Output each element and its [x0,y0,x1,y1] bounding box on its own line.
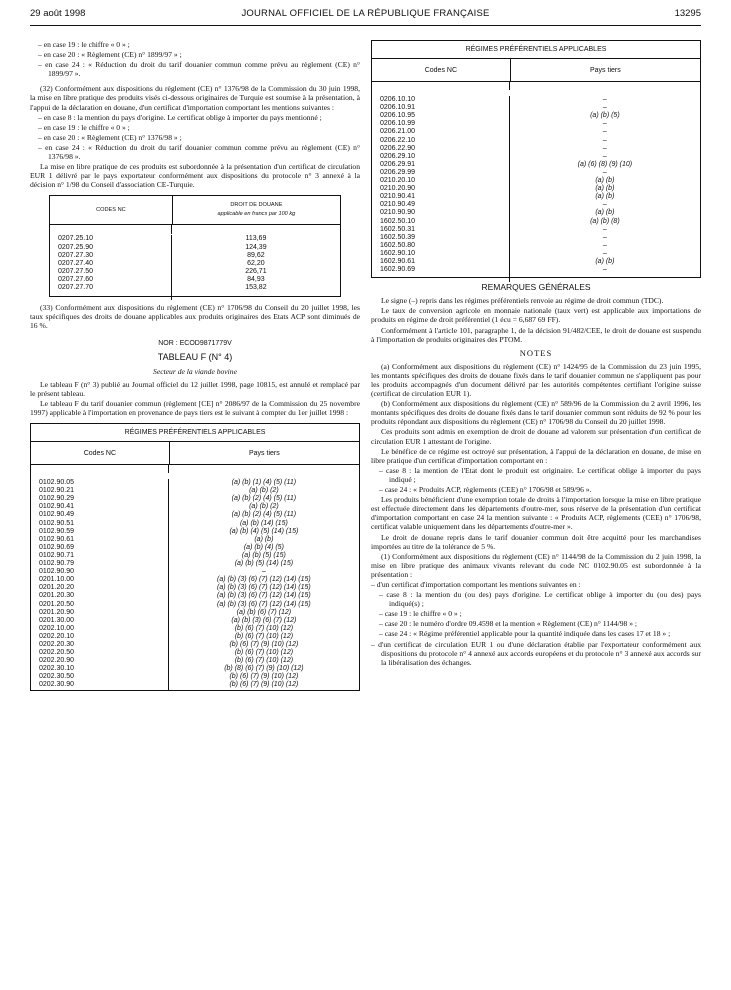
table-row [372,104,700,112]
code-nc-cell: 0102.90.41 [31,503,169,511]
table-row [31,528,359,536]
code-nc-cell: 0201.20.90 [31,609,169,617]
code-nc-cell: 0201.20.50 [31,601,169,609]
note: Ces produits sont admis en exemption de droit de douane ad valorem sur présentation d'un certificat de circulation EUR 1 attestant de l'origine. [371,427,701,446]
regimes-table-title: RÉGIMES PRÉFÉRENTIELS APPLICABLES [372,41,700,59]
table-row [372,128,700,136]
pays-tiers-cell: – [602,266,607,274]
code-nc-cell: 0102.90.21 [31,487,169,495]
pays-tiers-cell: (a) (b) (3) (6) (7) (12) (14) (15) [217,592,311,600]
duty-col-droit-sub: applicable en francs par 100 kg [217,211,296,218]
table-row [50,252,340,260]
table-row [31,511,359,519]
table-row [372,201,700,209]
header-rule [30,25,701,26]
regimes-col-pays: Pays tiers [249,449,280,457]
table-row [31,495,359,503]
duty-col-droit: DROIT DE DOUANE [230,202,283,209]
pays-tiers-cell: (b) (6) (7) (9) (10) (12) [229,673,299,681]
code-nc-cell: 0207.27.60 [50,276,172,284]
intro-item: – en case 24 : « Réduction du droit du tarif douanier commun comme prévu au règlement (CE) n° 1899/97 ». [38,60,360,79]
table-row [372,234,700,242]
pays-tiers-cell: (a) (b) (6) (7) (12) [236,608,292,616]
table-row [372,193,700,201]
header-journal-title: JOURNAL OFFICIEL DE LA RÉPUBLIQUE FRANÇAISE [241,8,490,19]
code-nc-cell: 0102.90.29 [31,495,169,503]
regimes-col-codes: Codes NC [372,59,511,81]
table-row [50,284,340,292]
pays-tiers-cell: – [602,120,607,128]
pays-tiers-cell: (a) (b) (2) [249,487,279,495]
table-row [372,137,700,145]
table-row [31,552,359,560]
table-row [372,96,700,104]
table-row [31,544,359,552]
header-page-number: 13295 [674,8,701,19]
pays-tiers-cell: – [602,225,607,233]
code-nc-cell: 0102.90.59 [31,528,169,536]
table-row [31,584,359,592]
table-row [50,276,340,284]
code-nc-cell: 0210.90.49 [372,201,510,209]
pays-tiers-cell: (b) (8) (6) (7) (9) (10) (12) [224,665,304,673]
duty-value-cell: 62,20 [247,259,265,267]
remarque: Conformément à l'article 101, paragraphe 1, de la décision 91/482/CEE, le droit de douane est suspendu à l'importation de produits originaires des PTOM. [371,325,701,344]
code-nc-cell: 0102.90.71 [31,552,169,560]
table-row [31,617,359,625]
pays-tiers-cell: (a) (b) [595,185,615,193]
code-nc-cell: 0202.20.50 [31,649,169,657]
table-row [31,641,359,649]
p32-item: – en case 19 : le chiffre « 0 » ; [38,122,130,132]
regimes-col-pays: Pays tiers [590,66,621,74]
p32-item: – en case 24 : « Réduction du droit du tarif douanier commun comme prévu au règlement (CE) n° 1376/98 ». [38,142,360,162]
table-row [31,576,359,584]
table-row [372,145,700,153]
code-nc-cell: 0102.90.90 [31,568,169,576]
pays-tiers-cell: (a) (b) (14) (15) [239,519,288,527]
table-row [372,258,700,266]
code-nc-cell: 0202.20.30 [31,641,169,649]
code-nc-cell: 0102.90.61 [31,536,169,544]
table-row [372,177,700,185]
table-row [372,185,700,193]
table-row [50,235,340,243]
code-nc-cell: 0206.29.99 [372,169,510,177]
table-row [31,625,359,633]
note: Le bénéfice de ce régime est octroyé sur présentation, à l'appui de la déclaration en douane, de mise en libre pratique d'un certificat d'importation comportant en : [371,446,701,465]
table-row [31,536,359,544]
pays-tiers-cell: (a) (b) (5) [590,112,620,120]
duty-table [49,195,341,297]
code-nc-cell: 0210.20.90 [372,185,510,193]
pays-tiers-cell: (a) (b) (2) [249,503,279,511]
code-nc-cell: 0207.25.10 [50,235,172,243]
code-nc-cell: 0206.22.90 [372,145,510,153]
note-item: – case 8 : la mention du (ou des) pays d'origine. Le certificat oblige à importer du (ou des) pays indiqué(s) ; [379,590,701,609]
table-row [31,657,359,665]
remarque: Le signe (–) repris dans les régimes préférentiels renvoie au régime de droit commun (TDC). [381,296,664,306]
header-date: 29 août 1998 [30,8,86,19]
table-row [31,560,359,568]
code-nc-cell: 0202.30.10 [31,665,169,673]
table-row [31,609,359,617]
code-nc-cell: 0201.20.30 [31,592,169,600]
code-nc-cell: 0206.10.10 [372,96,510,104]
note-item: – case 8 : la mention de l'Etat dont le produit est originaire. Le certificat oblige à importer du pays indiqué ; [379,465,701,484]
table-row [372,266,700,274]
code-nc-cell: 0206.21.00 [372,128,510,136]
table-row [372,161,700,169]
note: (1) Conformément aux dispositions du règlement (CE) n° 1144/98 de la Commission du 2 juin 1998, la mise en libre pratique des animaux vivants relevant du code NC 0102.90.05 est subordonnée à la présentation : [371,551,701,579]
duty-value-cell: 113,69 [245,235,267,243]
pays-tiers-cell: – [602,249,607,257]
code-nc-cell: 0202.30.90 [31,681,169,689]
pays-tiers-cell: (a) (b) (5) (14) (15) [234,560,294,568]
code-nc-cell: 0206.22.10 [372,137,510,145]
table-row [31,479,359,487]
pays-tiers-cell: (a) (b) (3) (6) (7) (12) (14) (15) [217,584,311,592]
paragraph-32: (32) Conformément aux dispositions du règlement (CE) n° 1376/98 de la Commission du 30 juin 1998, la mise en libre pratique des produits visés ci-dessous originaires de Turquie est soumise à la présentation, à l'appui de la déclaration en douane, d'un certificat d'importation comportant les mentions suivantes : [30,84,360,112]
paragraph-32-end: La mise en libre pratique de ces produits est subordonnée à la présentation d'un certificat de circulation EUR 1 délivré par le pays exportateur conformément aux dispositions du protocole n° 3 annexé à la décision n° 1/98 du Conseil d'association CE-Turquie. [30,162,360,190]
code-nc-cell: 1602.90.69 [372,266,510,274]
pays-tiers-cell: (a) (b) [254,535,274,543]
code-nc-cell: 1602.50.10 [372,218,510,226]
table-row [372,120,700,128]
pays-tiers-cell: (b) (6) (7) (10) (12) [234,649,294,657]
note: Le droit de douane repris dans le tarif douanier commun doit être acquitté pour les marchandises importées au titre de la tolérance de 5 %. [371,532,701,551]
note-item: – d'un certificat de circulation EUR 1 ou d'une déclaration établie par l'exportateur conformément aux dispositions du protocole n° 4 annexé aux accords européens et du protocole n° 3 annexé aux accords sur la libéralisation des échanges. [371,639,701,667]
code-nc-cell: 0202.20.90 [31,657,169,665]
code-nc-cell: 1602.50.80 [372,242,510,250]
paragraph-33: (33) Conformément aux dispositions du règlement (CE) n° 1706/98 du Conseil du 20 juillet 1998, les taux spécifiques des droits de douane applicables aux produits originaires des Etats ACP sont diminués de 16 %. [30,303,360,331]
pays-tiers-cell: (a) (b) (5) (15) [241,551,286,559]
pays-tiers-cell: (a) (b) [595,177,615,185]
pays-tiers-cell: (a) (b) (1) (4) (5) (11) [231,479,297,487]
table-row [372,242,700,250]
pays-tiers-cell: (a) (b) (4) (5) [243,543,284,551]
intro-item: – en case 20 : « Règlement (CE) n° 1899/97 » ; [38,50,182,60]
code-nc-cell: 0210.20.10 [372,177,510,185]
code-nc-cell: 0207.27.30 [50,252,172,260]
p32-item: – en case 8 : la mention du pays d'origine. Le certificat oblige à importer du pays mentionné ; [38,112,322,122]
code-nc-cell: 0207.25.90 [50,244,172,252]
pays-tiers-cell: (a) (b) (2) (4) (5) (11) [231,495,297,503]
table-row [372,209,700,217]
code-nc-cell: 0102.90.51 [31,520,169,528]
table-row [372,169,700,177]
pays-tiers-cell: (a) (b) [595,257,615,265]
tableau-subtitle: Secteur de la viande bovine [153,366,237,376]
pays-tiers-cell: – [602,144,607,152]
table-row [50,268,340,276]
pays-tiers-cell: – [261,568,266,576]
p32-item: – en case 20 : « Règlement (CE) n° 1376/98 » ; [38,132,182,142]
pays-tiers-cell: – [602,168,607,176]
table-row [31,520,359,528]
pays-tiers-cell: (a) (b) [595,209,615,217]
code-nc-cell: 0206.29.91 [372,161,510,169]
code-nc-cell: 0201.30.00 [31,617,169,625]
code-nc-cell: 1602.90.61 [372,258,510,266]
pays-tiers-cell: – [602,201,607,209]
note: Les produits bénéficient d'une exemption totale de droits à l'importation lorsque la mise en libre pratique est effectuée directement dans les départements d'outre-mer, sous réserve de la présentation d'un certificat d'importation comportant en case 24 la mention suivante : « Produits ACP, règlements (CEE) n° 1706/98, certificat valable uniquement dans les départements d'outre-mer ». [371,495,701,532]
table-row [31,681,359,689]
pays-tiers-cell: (a) (b) (2) (4) (5) (11) [231,511,297,519]
code-nc-cell: 0201.20.20 [31,584,169,592]
tableau-title: TABLEAU F (N° 4) [157,352,233,363]
table-row [31,601,359,609]
code-nc-cell: 0102.90.05 [31,479,169,487]
body-paragraph-1: Le tableau F (n° 3) publié au Journal officiel du 12 juillet 1998, page 10815, est annulé et remplacé par le présent tableau. [30,379,360,398]
code-nc-cell: 0207.27.50 [50,268,172,276]
intro-item: – en case 19 : le chiffre « 0 » ; [38,40,130,49]
pays-tiers-cell: (a) (b) (8) [590,217,620,225]
table-row [372,153,700,161]
pays-tiers-cell: (a) (b) (4) (5) (14) (15) [229,527,299,535]
pays-tiers-cell: (b) (6) (7) (9) (10) (12) [229,640,299,648]
pays-tiers-cell: (a) (b) (3) (6) (7) (12) [231,616,297,624]
code-nc-cell: 0210.90.90 [372,209,510,217]
pays-tiers-cell: (b) (6) (7) (10) (12) [234,632,294,640]
regimes-table-left [30,423,360,691]
duty-col-codes: CODES NC [50,196,173,224]
code-nc-cell: 0202.20.10 [31,633,169,641]
table-row [372,218,700,226]
table-row [31,592,359,600]
table-row [372,226,700,234]
duty-value-cell: 153,82 [245,283,267,291]
pays-tiers-cell: – [602,241,607,249]
code-nc-cell: 0207.27.70 [50,284,172,292]
note-item: – d'un certificat d'importation comportant les mentions suivantes en : [371,579,581,589]
pays-tiers-cell: – [602,104,607,112]
pays-tiers-cell: – [602,136,607,144]
regimes-col-codes: Codes NC [31,442,170,464]
code-nc-cell: 0206.10.99 [372,120,510,128]
table-row [50,260,340,268]
code-nc-cell: 0206.10.95 [372,112,510,120]
table-row [50,244,340,252]
regimes-table-title: RÉGIMES PRÉFÉRENTIELS APPLICABLES [31,424,359,442]
table-row [31,487,359,495]
table-row [372,250,700,258]
duty-value-cell: 89,62 [247,251,265,259]
pays-tiers-cell: (b) (6) (7) (10) (12) [234,657,294,665]
table-row [31,633,359,641]
pays-tiers-cell: – [602,96,607,104]
body-paragraph-2: Le tableau F du tarif douanier commun (règlement [CE] n° 2086/97 de la Commission du 25 novembre 1997) applicable à l'importation en provenance de pays tiers est le suivant à compter du 1er juillet 1998 : [30,398,360,417]
pays-tiers-cell: (a) (b) (3) (6) (7) (12) (14) (15) [217,600,311,608]
pays-tiers-cell: – [602,128,607,136]
code-nc-cell: 0201.10.00 [31,576,169,584]
table-row [31,665,359,673]
note-item: – case 24 : « Régime préférentiel applicable pour la quantité indiquée dans les cases 17 et 18 » ; [379,629,671,639]
pays-tiers-cell: (b) (6) (7) (9) (10) (12) [229,681,299,689]
note-item: – case 24 : « Produits ACP, règlements (CEE) n° 1706/98 et 589/96 ». [379,485,592,495]
right-column [371,46,701,668]
code-nc-cell: 1602.50.39 [372,234,510,242]
remarque: Le taux de conversion agricole en monnaie nationale (taux vert) est applicable aux importations de produits en régime de droit préférentiel (1 écu = 6,687 69 FF). [371,306,701,325]
code-nc-cell: 0206.29.10 [372,153,510,161]
code-nc-cell: 0102.90.49 [31,511,169,519]
code-nc-cell: 0207.27.40 [50,260,172,268]
notes-title: NOTES [519,347,553,358]
regimes-table-right [371,40,701,278]
nor-reference: NOR : ECOD9871779V [158,340,232,348]
pays-tiers-cell: (b) (6) (7) (10) (12) [234,624,294,632]
duty-value-cell: 124,39 [245,243,267,251]
pays-tiers-cell: (a) (b) [595,193,615,201]
note: (a) Conformément aux dispositions du règlement (CE) n° 1424/95 de la Commission du 23 juin 1995, les montants spécifiques des droits de douane fixés dans le tarif douanier commun ne s'appliquent pas pour les produits accompagnés d'un document délivré par les autorités compétentes certifiant l'origine suisse (certificat de circulation EUR 1). [371,361,701,399]
code-nc-cell: 0202.30.50 [31,673,169,681]
note-item: – case 20 : le numéro d'ordre 09.4598 et la mention « Règlement (CE) n° 1144/98 » ; [379,619,638,629]
pays-tiers-cell: (a) (b) (3) (6) (7) (12) (14) (15) [217,576,311,584]
note: (b) Conformément aux dispositions du règlement (CE) n° 589/96 de la Commission du 2 avril 1996, les montants spécifiques des droits de douane fixés dans le tarif douanier commun sont réduits de 92 % pour les produits répondant aux dispositions du règlement (CE) n° 1706/98 du Conseil du 20 juillet 1998. [371,399,701,427]
table-row [372,112,700,120]
left-column [30,40,360,695]
remarques-title: REMARQUES GÉNÉRALES [481,282,591,293]
table-row [31,649,359,657]
table-row [31,568,359,576]
note-item: – case 19 : le chiffre « 0 » ; [379,609,462,619]
page-header [30,8,701,24]
code-nc-cell: 0102.90.69 [31,544,169,552]
code-nc-cell: 0206.10.91 [372,104,510,112]
code-nc-cell: 1602.90.10 [372,250,510,258]
code-nc-cell: 0210.90.41 [372,193,510,201]
pays-tiers-cell: – [602,152,607,160]
table-row [31,503,359,511]
pays-tiers-cell: – [602,233,607,241]
table-row [31,673,359,681]
duty-value-cell: 226,71 [245,267,267,275]
code-nc-cell: 1602.50.31 [372,226,510,234]
pays-tiers-cell: (a) (6) (8) (9) (10) [577,160,633,168]
code-nc-cell: 0102.90.79 [31,560,169,568]
duty-value-cell: 84,93 [247,275,265,283]
code-nc-cell: 0202.10.00 [31,625,169,633]
